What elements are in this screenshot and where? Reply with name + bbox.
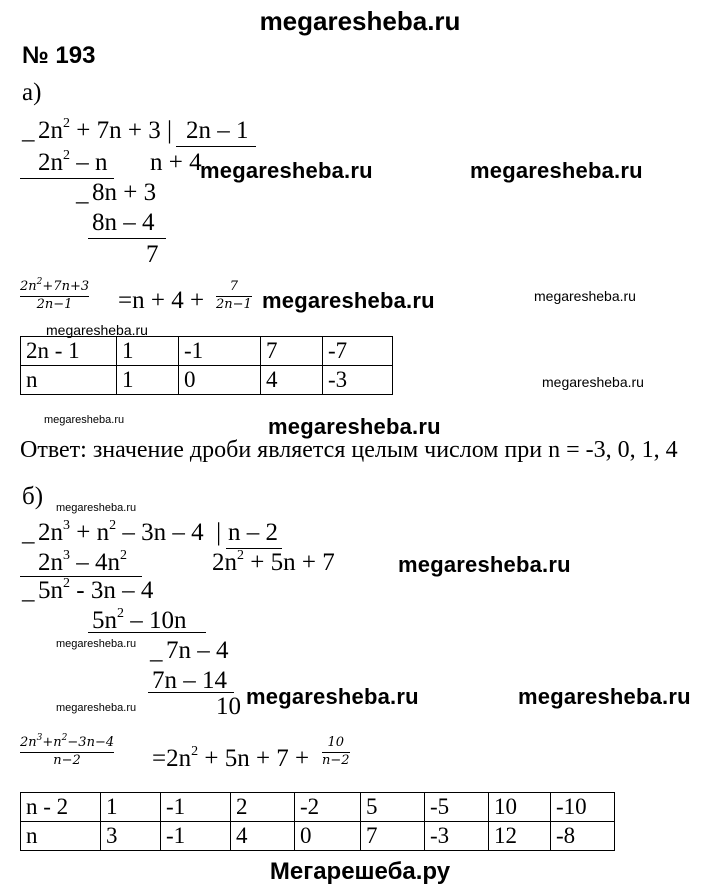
result-a-frac-denominator: 2n−1 [216,296,252,312]
result-a-rhs: =n + 4 + [118,287,205,314]
table-cell: n [21,366,117,395]
watermark: megaresheba.ru [534,288,636,304]
table-cell: 1 [117,337,179,366]
table-cell: -1 [161,822,231,851]
table-cell: -2 [295,793,361,822]
division-b-quotient: $2n^2 + 5n + 7$ [212,548,335,576]
watermark: megaresheba.ru [56,702,137,714]
result-a-lhs-fraction [20,277,90,312]
watermark: megaresheba.ru [398,552,571,577]
watermark: megaresheba.ru [518,684,691,709]
result-b-frac-denominator: n−2 [322,752,350,768]
table-cell: -5 [425,793,489,822]
result-a-lhs-denominator: 2n−1 [36,296,73,312]
result-b-rhs: $=2n^2 + 5n + 7$ + [152,744,310,772]
table-cell: 1 [117,366,179,395]
table-cell: -1 [161,793,231,822]
watermark: megaresheba.ru [542,374,644,390]
division-b-remainder-1: $5n^2 - 3n - 4$ [38,576,154,604]
site-footer: Мегарешеба.ру [269,858,451,885]
result-b-lhs-numerator: $2n^3+n^2-3n-4$ [20,733,115,750]
site-header: megaresheba.ru [259,6,461,36]
result-b-fraction [322,736,350,767]
division-b-divisor: n – 2 [228,519,278,546]
answer-text: Ответ: значение дроби является целым числом при n = -3, 0, 1, 4 [20,437,678,463]
division-b-line-2 [88,632,206,633]
table-cell: -3 [425,822,489,851]
division-b-dividend: $2n^3 + n^2 - 3n - 4$ | [38,518,222,546]
watermark: megaresheba.ru [246,684,419,709]
table-cell: 10 [489,793,551,822]
division-a-subtrahend-2: 8n – 4 [92,209,155,236]
table-a-row [21,337,393,366]
table-b-row [21,822,615,851]
table-a-row [21,366,393,395]
division-b-minus-1: _ [22,519,35,546]
table-cell: 4 [231,822,295,851]
table-cell: -8 [551,822,615,851]
result-a-lhs-numerator: $2n^2+7n+3$ [20,277,90,294]
table-cell: 2n - 1 [21,337,117,366]
table-cell: 12 [489,822,551,851]
table-cell: 0 [179,366,261,395]
table-cell: -10 [551,793,615,822]
division-b-remainder: 10 [216,693,241,720]
division-a-dividend: $2n^2 + 7n + 3$ | [38,116,172,144]
table-cell: 4 [261,366,323,395]
table-cell: n [21,822,101,851]
division-b-subtrahend-1: $2n^3 - 4n^2$ [38,548,127,576]
result-b-frac-numerator: 10 [327,735,345,750]
division-a-line-2 [88,238,166,239]
problem-number: № 193 [22,42,96,69]
division-b-subtrahend-2: $5n^2 - 10n$ [92,606,187,634]
table-a [20,336,393,395]
table-cell: 5 [361,793,425,822]
watermark: megaresheba.ru [46,322,148,338]
table-b-row [21,793,615,822]
watermark: megaresheba.ru [200,158,373,183]
part-a-label: а) [22,79,42,106]
division-b-minus-3: _ [150,637,163,664]
watermark: megaresheba.ru [470,158,643,183]
division-b-remainder-2: 7n – 4 [166,637,229,664]
table-cell: -1 [179,337,261,366]
result-a-frac-numerator: 7 [229,279,239,294]
watermark: megaresheba.ru [56,638,137,650]
division-a-subtrahend-1: $2n^2$ – n [38,148,108,176]
table-cell: 0 [295,822,361,851]
result-b-lhs-fraction [20,733,115,768]
table-cell: -3 [323,366,393,395]
division-a-quotient: n + 4 [150,149,202,176]
division-a-minus-2: _ [76,179,89,206]
division-a-minus-1: _ [22,117,35,144]
watermark: megaresheba.ru [44,414,125,426]
watermark: megaresheba.ru [262,288,435,313]
division-b-subtrahend-3: 7n – 14 [152,667,227,694]
table-cell: 7 [361,822,425,851]
table-cell: 2 [231,793,295,822]
table-cell: 7 [261,337,323,366]
table-cell: -7 [323,337,393,366]
table-cell: n - 2 [21,793,101,822]
division-a-remainder-1: 8n + 3 [92,179,157,206]
result-b-lhs-denominator: n−2 [53,752,81,768]
divisor-underline-a [176,146,256,147]
watermark: megaresheba.ru [56,502,137,514]
table-b [20,792,615,851]
watermark: megaresheba.ru [268,414,441,439]
division-a-remainder: 7 [146,241,159,268]
table-cell: 3 [101,822,161,851]
result-a-fraction [216,280,252,311]
part-b-label: б) [22,483,44,510]
table-cell: 1 [101,793,161,822]
division-b-minus-2: _ [22,577,35,604]
division-a-divisor: 2n – 1 [186,117,249,144]
